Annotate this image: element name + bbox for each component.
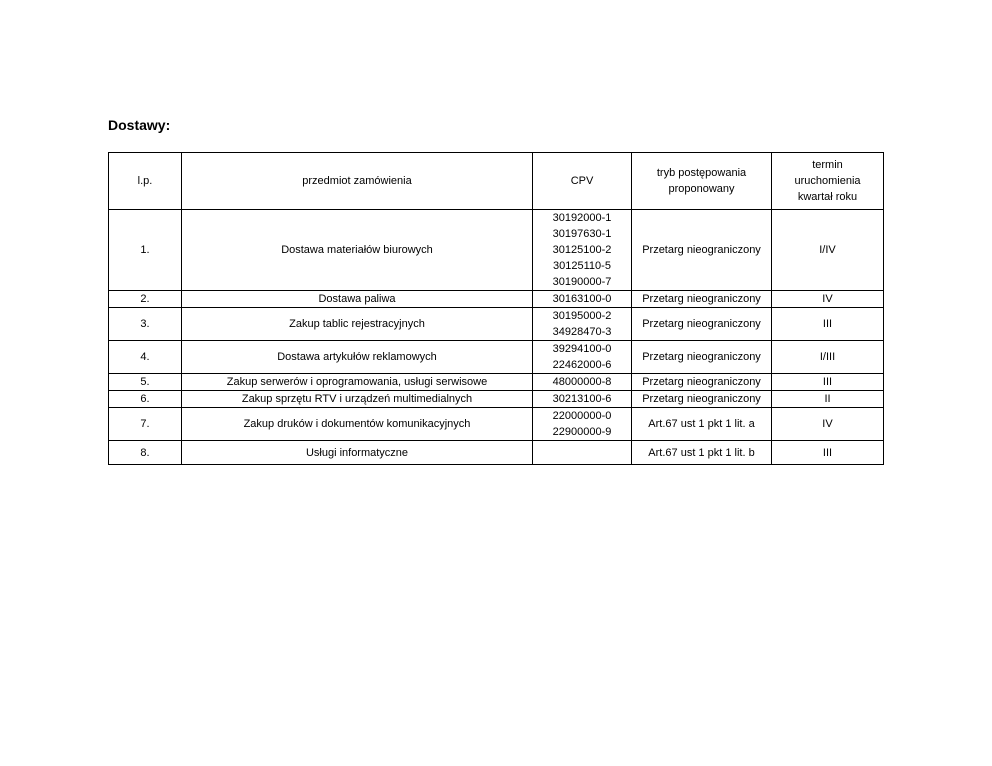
- cell-lp: 2.: [109, 291, 182, 308]
- cell-subject: Zakup sprzętu RTV i urządzeń multimedialnych: [182, 391, 533, 408]
- header-mode-line: proponowany: [668, 183, 735, 195]
- table-header-row: [109, 153, 884, 210]
- cell-cpv: [533, 408, 632, 441]
- cpv-code: 30125110-5: [553, 260, 611, 272]
- header-term: [772, 153, 884, 210]
- cell-lp: 1.: [109, 210, 182, 291]
- cell-subject: Dostawa artykułów reklamowych: [182, 341, 533, 374]
- cpv-code: 30197630-1: [552, 228, 612, 240]
- cell-lp: 4.: [109, 341, 182, 374]
- cell-cpv: [533, 308, 632, 341]
- cell-cpv: [533, 374, 632, 391]
- table-row: [109, 308, 884, 341]
- cell-mode: Przetarg nieograniczony: [632, 308, 772, 341]
- cell-mode: Przetarg nieograniczony: [632, 374, 772, 391]
- cell-term: III: [772, 308, 884, 341]
- cell-term: IV: [772, 291, 884, 308]
- header-subject: przedmiot zamówienia: [182, 153, 533, 210]
- cell-term: I/III: [772, 341, 884, 374]
- cell-mode: Art.67 ust 1 pkt 1 lit. a: [632, 408, 772, 441]
- cell-mode: Art.67 ust 1 pkt 1 lit. b: [632, 441, 772, 465]
- cell-lp: 8.: [109, 441, 182, 465]
- cpv-code: 22900000-9: [552, 426, 612, 438]
- cell-lp: 5.: [109, 374, 182, 391]
- cell-cpv: [533, 341, 632, 374]
- cpv-code: 22462000-6: [552, 359, 612, 371]
- cell-subject: Usługi informatyczne: [182, 441, 533, 465]
- cell-mode: Przetarg nieograniczony: [632, 291, 772, 308]
- table-row: [109, 441, 884, 465]
- table-row: [109, 374, 884, 391]
- cell-mode: Przetarg nieograniczony: [632, 341, 772, 374]
- cell-cpv: [533, 291, 632, 308]
- cell-subject: Zakup druków i dokumentów komunikacyjnych: [182, 408, 533, 441]
- cpv-code: 48000000-8: [552, 376, 612, 388]
- cell-subject: Zakup tablic rejestracyjnych: [182, 308, 533, 341]
- header-lp: l.p.: [109, 153, 182, 210]
- cell-term: III: [772, 374, 884, 391]
- cell-lp: 3.: [109, 308, 182, 341]
- cell-term: I/IV: [772, 210, 884, 291]
- header-term-line: kwartał roku: [797, 191, 858, 203]
- section-heading: Dostawy:: [108, 117, 171, 133]
- cell-lp: 6.: [109, 391, 182, 408]
- table-row: [109, 210, 884, 291]
- header-cpv: CPV: [533, 153, 632, 210]
- cell-subject: Zakup serwerów i oprogramowania, usługi serwisowe: [182, 374, 533, 391]
- table-row: [109, 408, 884, 441]
- cpv-code: 30163100-0: [552, 293, 612, 305]
- cpv-code: 30195000-2: [552, 310, 612, 322]
- cell-cpv: [533, 441, 632, 465]
- cell-mode: Przetarg nieograniczony: [632, 210, 772, 291]
- cell-lp: 7.: [109, 408, 182, 441]
- cpv-code: 22000000-0: [552, 410, 612, 422]
- cell-subject: Dostawa materiałów biurowych: [182, 210, 533, 291]
- cpv-code: 30190000-7: [552, 276, 612, 288]
- cpv-code: 30213100-6: [552, 393, 612, 405]
- table-row: [109, 291, 884, 308]
- header-term-line: termin: [812, 159, 843, 171]
- cell-term: II: [772, 391, 884, 408]
- header-term-line: uruchomienia: [794, 175, 861, 187]
- procurement-table: [108, 152, 884, 465]
- cell-term: IV: [772, 408, 884, 441]
- cell-mode: Przetarg nieograniczony: [632, 391, 772, 408]
- table-row: [109, 391, 884, 408]
- cpv-code: 34928470-3: [552, 326, 612, 338]
- cell-cpv: [533, 391, 632, 408]
- cpv-code: 30125100-2: [552, 244, 612, 256]
- table-row: [109, 341, 884, 374]
- header-mode: [632, 153, 772, 210]
- cpv-code: 39294100-0: [552, 343, 612, 355]
- header-mode-line: tryb postępowania: [656, 167, 747, 179]
- cell-subject: Dostawa paliwa: [182, 291, 533, 308]
- cpv-code: 30192000-1: [552, 212, 612, 224]
- cell-cpv: [533, 210, 632, 291]
- cell-term: III: [772, 441, 884, 465]
